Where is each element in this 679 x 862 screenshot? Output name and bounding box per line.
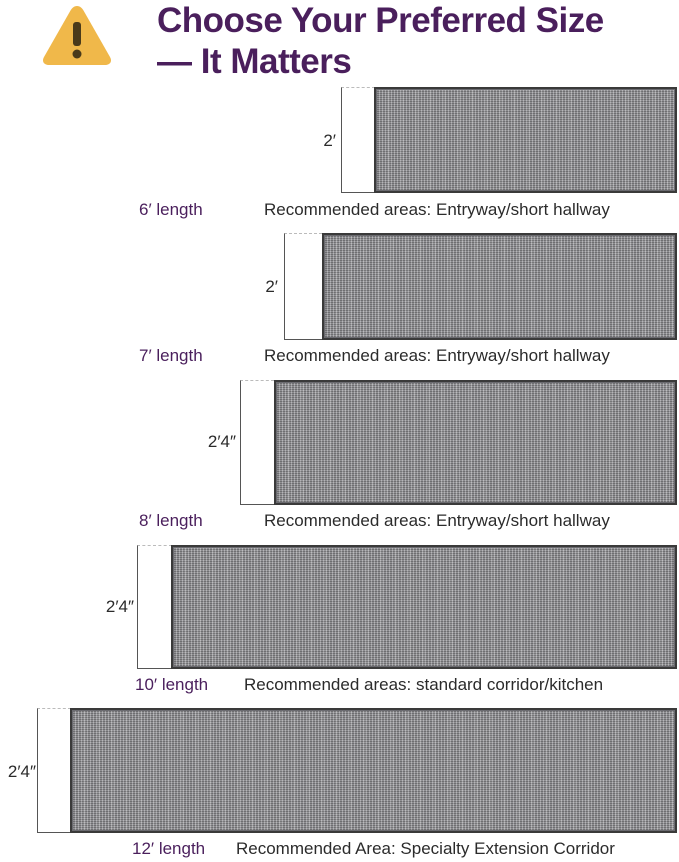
width-label: 2′	[265, 277, 278, 296]
length-label: 10′ length	[135, 675, 209, 694]
page-title	[157, 0, 604, 82]
width-label: 2′	[323, 131, 336, 150]
title-line-1: Choose Your Preferred Size	[157, 1, 604, 40]
warning-triangle-icon	[40, 2, 114, 68]
rug-image-8ft	[274, 380, 677, 505]
length-label: 8′ length	[139, 511, 203, 530]
width-bracket	[284, 233, 322, 340]
length-label: 7′ length	[139, 346, 203, 365]
rug-image-10ft	[171, 545, 677, 669]
width-bracket	[240, 380, 274, 505]
width-label: 2′4″	[7, 762, 36, 781]
title-line-2: — It Matters	[157, 42, 352, 81]
recommended-areas: Recommended areas: Entryway/short hallway	[264, 200, 610, 219]
recommended-areas: Recommended Area: Specialty Extension Corridor	[236, 839, 615, 858]
rug-image-6ft	[374, 87, 677, 193]
rug-image-7ft	[322, 233, 677, 340]
length-label: 6′ length	[139, 200, 203, 219]
length-label: 12′ length	[132, 839, 206, 858]
rug-image-12ft	[70, 708, 677, 833]
width-label: 2′4″	[105, 597, 134, 616]
width-label: 2′4″	[207, 432, 236, 451]
recommended-areas: Recommended areas: standard corridor/kitchen	[244, 675, 604, 694]
width-bracket	[37, 708, 71, 833]
width-bracket	[137, 545, 172, 669]
width-bracket	[341, 87, 375, 193]
recommended-areas: Recommended areas: Entryway/short hallway	[264, 511, 610, 530]
recommended-areas: Recommended areas: Entryway/short hallway	[264, 346, 610, 365]
